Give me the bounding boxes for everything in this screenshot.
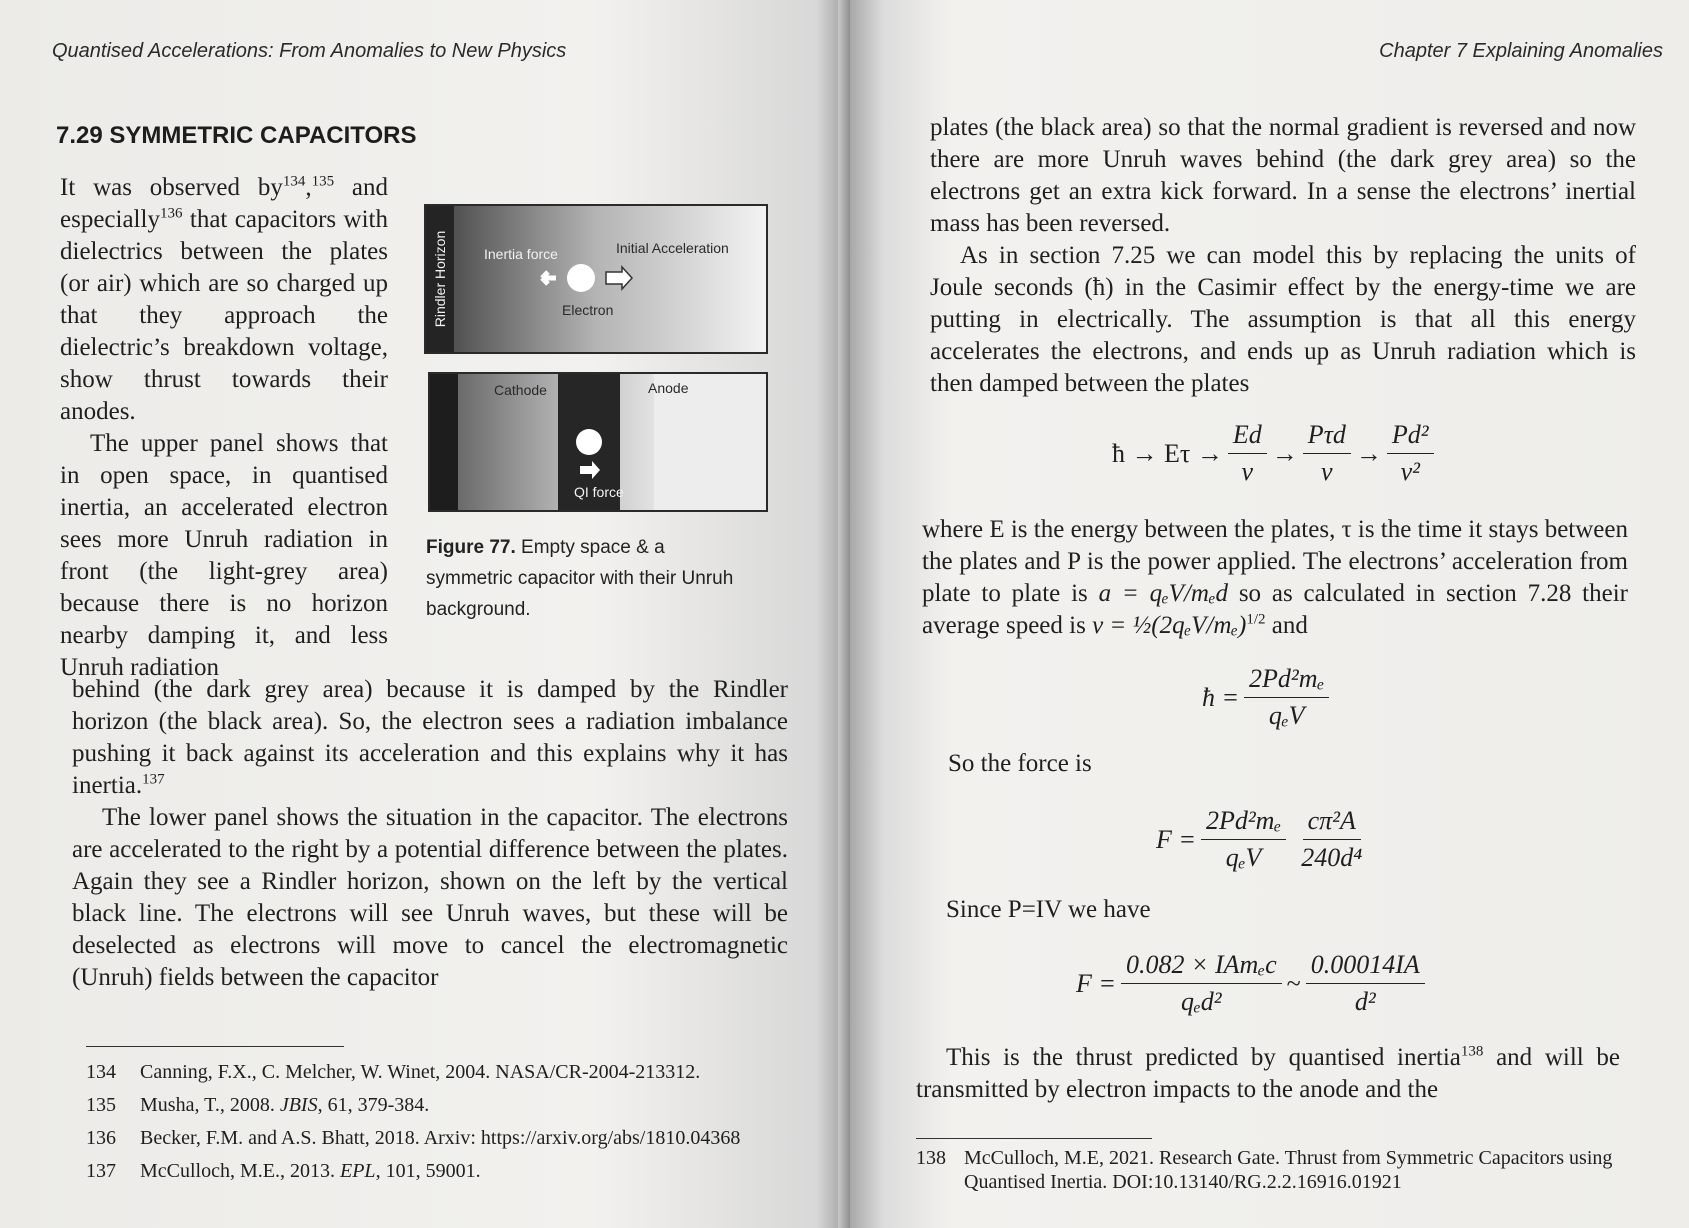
right-page — [850, 0, 1689, 1228]
electron-arrows-icon — [526, 258, 666, 298]
intro-paragraph-2: The upper panel shows that in open space, in quantised inertia, an accelerated electron sees more Unruh radiation in front (the light-grey area) because there is no horizon nearby damping it, and less Unruh radiation — [60, 430, 388, 681]
qi-force-label: QI force — [574, 484, 624, 500]
anode-label: Anode — [648, 380, 689, 396]
equation-2: ħ = $\frac{\text{2Pd²mₑ}}{\text{qₑV}}$ — [1202, 664, 1334, 731]
footnote: 136 Becker, F.M. and A.S. Bhatt, 2018. Arxiv: https://arxiv.org/abs/1810.04368 — [86, 1127, 741, 1149]
inertia-force-label: Inertia force — [484, 246, 558, 262]
since-text: Since P=IV we have — [946, 896, 1151, 923]
rindler-horizon-label: Rindler Horizon — [432, 230, 448, 328]
initial-acceleration-label: Initial Acceleration — [616, 240, 729, 256]
figure-caption: Figure 77. Empty space & a symmetric capacitor with their Unruh background. — [426, 537, 734, 620]
right-text-top — [930, 112, 1636, 400]
footnote: 138 McCulloch, M.E, 2021. Research Gate. Thrust from Symmetric Capacitors using Quantised Inertia. DOI:10.13140/RG.2.2.16916.01921 — [916, 1147, 1613, 1193]
capacitor-gap — [458, 374, 654, 510]
figure-upper-panel — [424, 204, 768, 354]
footnote: 137 McCulloch, M.E., 2013. EPL, 101, 59001. — [86, 1160, 481, 1182]
cathode-label: Cathode — [494, 382, 547, 398]
continuation-paragraph-3: The lower panel shows the situation in the capacitor. The electrons are accelerated to the right by a potential difference between the plates. Again they see a Rindler horizon, shown on the left by the vertical black line. The electrons will see Unruh waves, but these will be deselected as electrons will move to cancel the electromagnetic (Unruh) fields between the capacitor — [72, 804, 788, 991]
intro-paragraph-1: It was observed $by^{134},^{135}$ and especially$^{136}$ that capacitors with dielectrics between the plates (or air) which are so charged up that they approach the dielectric’s breakdown voltage, show thrust towards their anodes. — [60, 173, 388, 425]
cathode-plate — [430, 374, 458, 510]
electron-label: Electron — [562, 302, 614, 318]
right-text-middle — [922, 514, 1628, 642]
qi-force-arrow-icon — [558, 426, 620, 482]
footnote: 134 Canning, F.X., C. Melcher, W. Winet, 2004. NASA/CR-2004-213312. — [86, 1061, 701, 1083]
right-paragraph-3: where E is the energy between the plates, τ is the time it stays between the plates and P is the power applied. The electrons’ acceleration from plate to plate is a = qₑV/mₑd so as calculated in section 7.28 their average speed is $v = \frac{1}{2}(2q_eV/m_e)^{1/2}$ and — [922, 516, 1628, 639]
right-paragraph-2: As in section 7.25 we can model this by replacing the units of Joule seconds (ħ) in the Casimir effect by the energy-time we are putting in electrically. The assumption is that all this energy accelerates the electrons, and ends up as Unruh radiation which is then damped between the plates — [930, 242, 1636, 397]
right-footnotes — [916, 1146, 1622, 1203]
continuation-text — [72, 674, 788, 994]
right-paragraph-4: This is the thrust predicted by quantised inertia$^{138}$ and will be transmitted by electron impacts to the anode and the — [916, 1043, 1620, 1103]
right-text-bottom — [916, 1042, 1620, 1106]
equation-4: F = $\frac{\text{0.082 × IAmₑc}}{\text{qₑd²}}$ ~ $\frac{0.00014IA}{\text{d²}}$ — [1076, 950, 1430, 1017]
equation-3: F = $\frac{\text{2Pd²mₑ}}{\text{qₑV}}$ $\frac{\text{cπ²A}}{\text{240d⁴}}$ — [1156, 806, 1363, 872]
equation-1: ħ → Eτ → $\frac{Ed}{v}$ → $\frac{\text{Pτd}}{v}$ → $\frac{\text{Pd²}}{\text{v²}}$ — [1112, 420, 1439, 487]
footnote-rule — [86, 1046, 344, 1047]
right-footnote-rule — [916, 1138, 1152, 1139]
force-intro: So the force is — [948, 750, 1092, 777]
figure-lower-panel — [428, 372, 768, 512]
continuation-paragraph-2: behind (the dark grey area) because it is damped by the Rindler horizon (the black area). So, the electron sees a radiation imbalance pushing it back against its acceleration and this explains why it has inertia.$^{137}$ — [72, 676, 788, 799]
section-heading: 7.29 SYMMETRIC CAPACITORS — [56, 122, 417, 149]
right-running-head: Chapter 7 Explaining Anomalies — [1379, 40, 1663, 62]
left-footnotes — [86, 1060, 792, 1192]
footnote: 135 Musha, T., 2008. JBIS, 61, 379-384. — [86, 1094, 430, 1116]
left-running-head: Quantised Accelerations: From Anomalies to New Physics — [52, 40, 567, 62]
right-paragraph-1: plates (the black area) so that the normal gradient is reversed and now there are more Unruh waves behind (the dark grey area) so the electrons get an extra kick forward. In a sense the electrons’ inertial mass has been reversed. — [930, 114, 1636, 237]
intro-text — [60, 172, 388, 684]
